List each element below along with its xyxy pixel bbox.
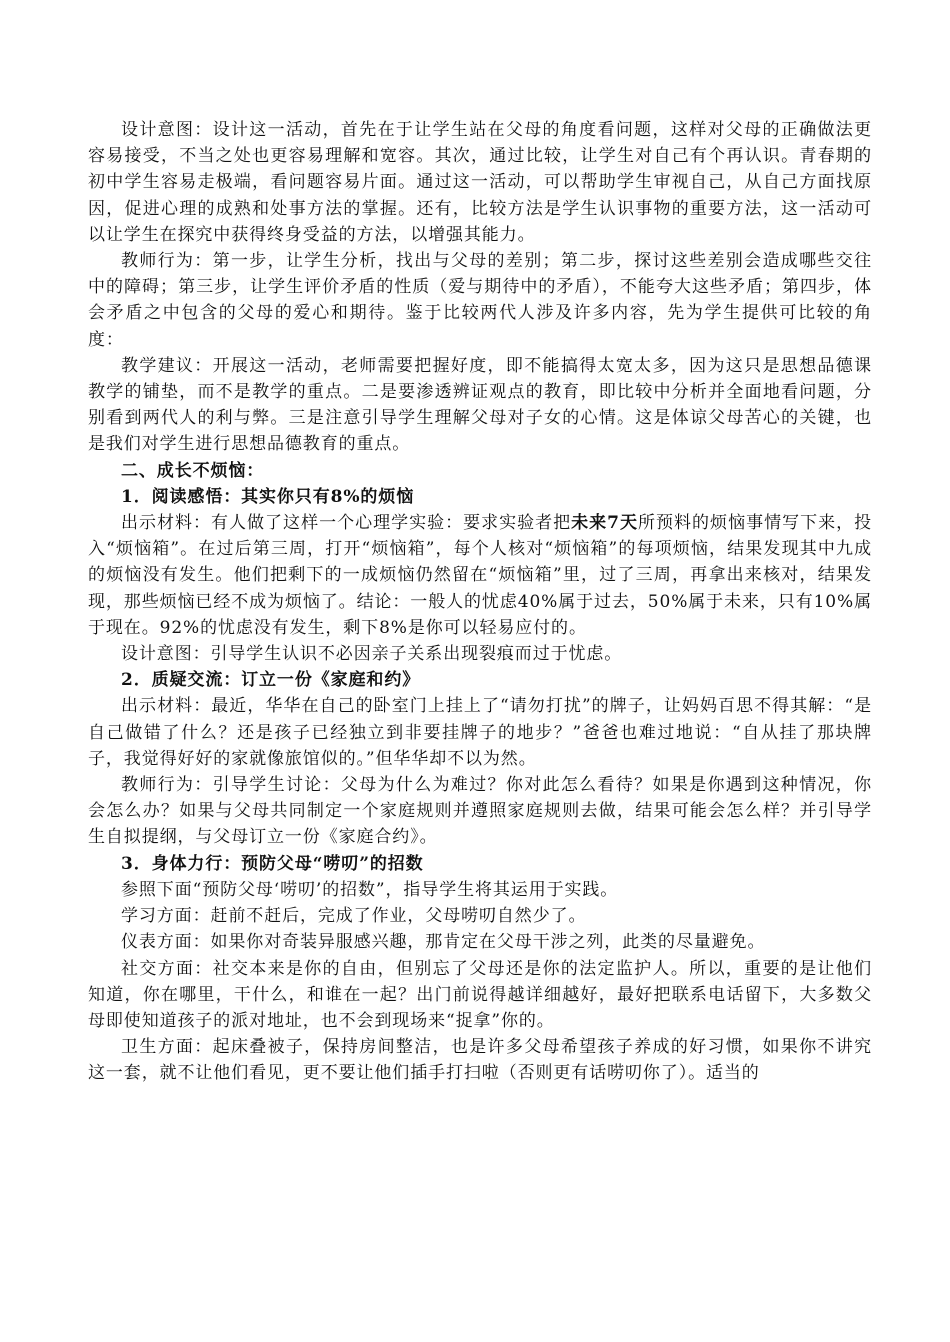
paragraph-material-1 — [88, 510, 872, 641]
section-heading: 二、成长不烦恼： — [121, 460, 265, 481]
paragraph-appearance: 仪表方面：如果你对奇装异服感兴趣，那肯定在父母干涉之列，此类的尽量避免。 — [121, 932, 766, 953]
paragraph-hygiene: 卫生方面：起床叠被子，保持房间整洁，也是许多父母希望孩子养成的好习惯，如果你不讲究这一套，就不让他们看见，更不要让他们插手打扫啦（否则更有话唠叨你了）。适当的 — [88, 1037, 872, 1084]
subsection-heading-3: 3．身体力行：预防父母“唠叨”的招数 — [121, 853, 424, 874]
material-1-bold: 未来7天 — [571, 513, 639, 534]
subsection-heading-2: 2．质疑交流：订立一份《家庭和约》 — [121, 670, 421, 691]
paragraph-guidance: 参照下面“预防父母‘唠叨’的招数”，指导学生将其运用于实践。 — [121, 879, 619, 900]
paragraph-design-intent-1: 设计意图：设计这一活动，首先在于让学生站在父母的角度看问题，这样对父母的正确做法更容易接受，不当之处也更容易理解和宽容。其次，通过比较，让学生对自己有个再认识。青春期的初中学生容易走极端，看问题容易片面。通过这一活动，可以帮助学生审视自己，从自己方面找原因，促进心理的成熟和处事方法的掌握。还有，比较方法是学生认识事物的重要方法，这一活动可以让学生在探究中获得终身受益的方法，以增强其能力。 — [88, 120, 872, 245]
paragraph-material-2: 出示材料：最近，华华在自己的卧室门上挂上了“请勿打扰”的牌子，让妈妈百思不得其解：“是自己做错了什么？还是孩子已经独立到非要挂牌子的地步？”爸爸也难过地说：“自从挂了那块牌子，我觉得好好的家就像旅馆似的。”但华华却不以为然。 — [88, 696, 872, 769]
material-1-end: 所预料的烦恼事情写下来，投入“烦恼箱”。在过后第三周，打开“烦恼箱”，每个人核对“烦恼箱”的每项烦恼，结果发现其中九成的烦恼没有发生。他们把剩下的一成烦恼仍然留在“烦恼箱”里，过了三周，再拿出来核对，结果发现，那些烦恼已经不成为烦恼了。结论：一般人的忧虑40%属于过去，50%属于未来，只有10%属于现在。92%的忧虑没有发生，剩下8%是你可以轻易应付的。 — [88, 513, 873, 638]
paragraph-teacher-behavior-2: 教师行为：引导学生讨论：父母为什么为难过？你对此怎么看待？如果是你遇到这种情况，你会怎么办？如果与父母共同制定一个家庭规则并遵照家庭规则去做，结果可能会怎么样？并引导学生自拟提纲，与父母订立一份《家庭合约》。 — [88, 775, 872, 848]
paragraph-teaching-suggestion: 教学建议：开展这一活动，老师需要把握好度，即不能搞得太宽太多，因为这只是思想品德课教学的铺垫，而不是教学的重点。二是要渗透辨证观点的教育，即比较中分析并全面地看问题，分别看到两代人的利与弊。三是注意引导学生理解父母对子女的心情。这是体谅父母苦心的关键，也是我们对学生进行思想品德教育的重点。 — [88, 355, 872, 455]
document-body — [88, 117, 872, 1087]
subsection-heading-1: 1．阅读感悟：其实你只有8%的烦恼 — [121, 486, 415, 507]
paragraph-social: 社交方面：社交本来是你的自由，但别忘了父母还是你的法定监护人。所以，重要的是让他们知道，你在哪里，干什么，和谁在一起？出门前说得越详细越好，最好把联系电话留下，大多数父母即使知道孩子的派对地址，也不会到现场来“捉拿”你的。 — [88, 958, 872, 1031]
paragraph-design-intent-2: 设计意图：引导学生认识不必因亲子关系出现裂痕而过于忧虑。 — [121, 644, 623, 665]
paragraph-teacher-behavior-1: 教师行为：第一步，让学生分析，找出与父母的差别；第二步，探讨这些差别会造成哪些交往中的障碍；第三步，让学生评价矛盾的性质（爱与期待中的矛盾），不能夸大这些矛盾；第四步，体会矛盾之中包含的父母的爱心和期待。鉴于比较两代人涉及许多内容，先为学生提供可比较的角度： — [88, 251, 872, 350]
material-1-start: 出示材料：有人做了这样一个心理学实验：要求实验者把 — [121, 513, 572, 534]
paragraph-study: 学习方面：赶前不赶后，完成了作业，父母唠叨自然少了。 — [121, 906, 587, 927]
